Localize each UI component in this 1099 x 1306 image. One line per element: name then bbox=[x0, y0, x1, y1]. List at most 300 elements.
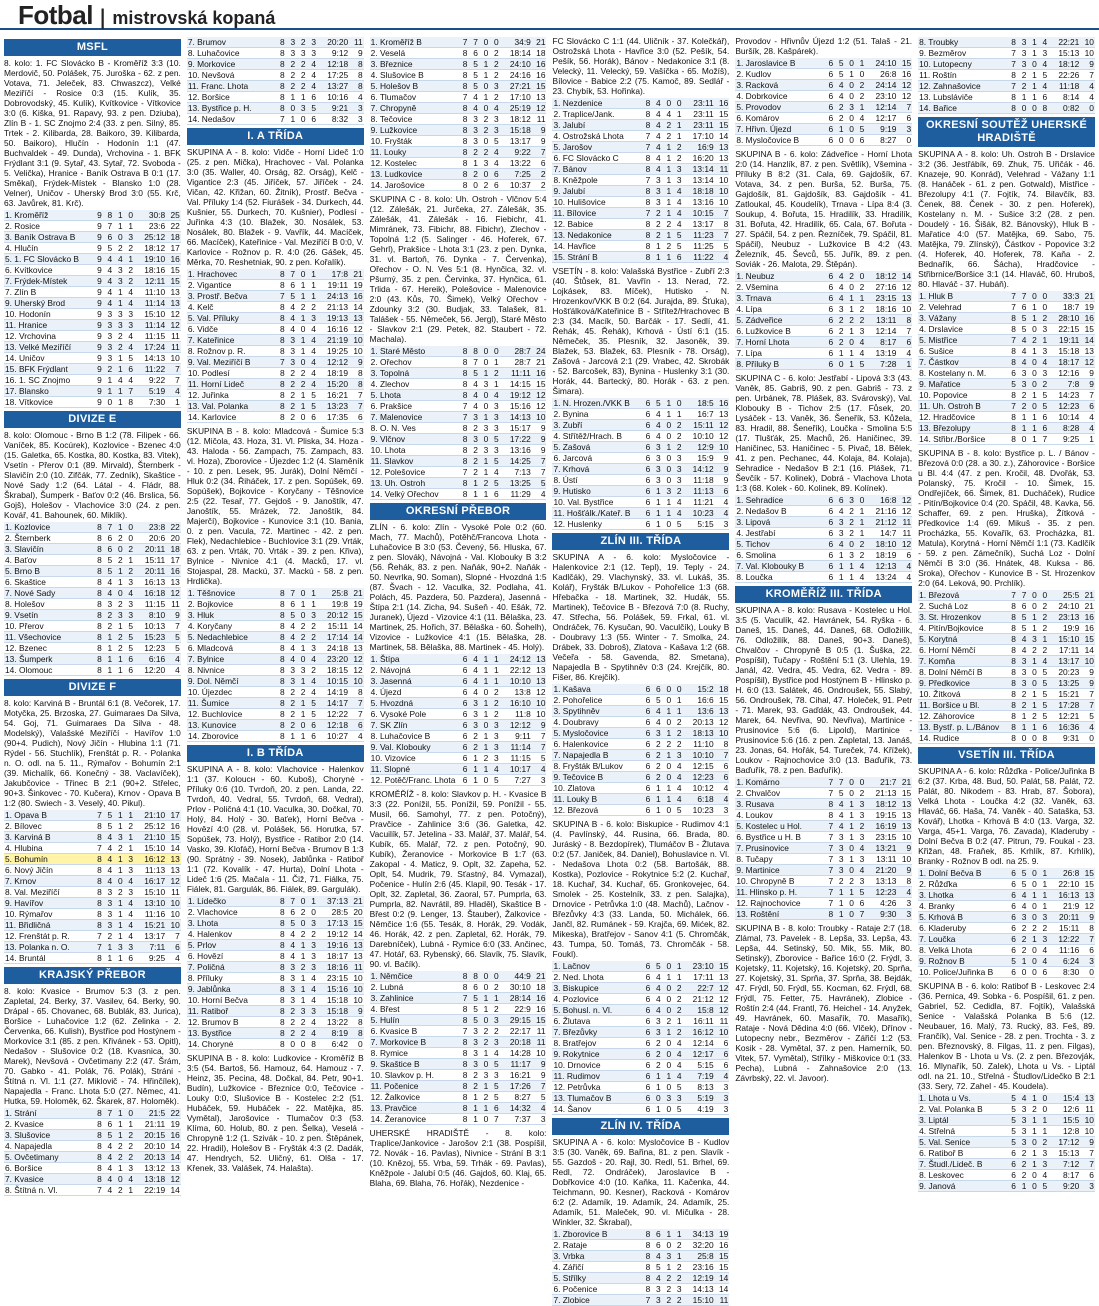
draws: 0 bbox=[113, 232, 123, 243]
games-played: 9 bbox=[92, 342, 102, 353]
losses: 3 bbox=[124, 610, 134, 621]
losses: 3 bbox=[306, 643, 316, 654]
wins: 4 bbox=[286, 643, 296, 654]
draws: 0 bbox=[1027, 678, 1037, 689]
draws: 1 bbox=[845, 887, 855, 898]
table-row bbox=[918, 733, 1095, 744]
losses: 4 bbox=[306, 687, 316, 698]
team-name: 12. Petrůvka bbox=[552, 1082, 640, 1093]
table-row bbox=[552, 1060, 729, 1071]
losses: 6 bbox=[489, 1103, 499, 1114]
table-row bbox=[735, 572, 912, 583]
table-row bbox=[370, 136, 547, 147]
games-played: 8 bbox=[1007, 346, 1017, 357]
wins: 1 bbox=[1017, 711, 1027, 722]
points: 9 bbox=[532, 720, 547, 731]
points: 14 bbox=[349, 621, 364, 632]
team-name: 2. Rataje bbox=[552, 1240, 640, 1251]
games-played: 8 bbox=[275, 995, 285, 1006]
points: 15 bbox=[166, 832, 181, 843]
table-row bbox=[552, 252, 729, 263]
team-name: 12. Boršice bbox=[187, 92, 275, 103]
games-played: 7 bbox=[92, 942, 102, 953]
table-row bbox=[4, 1174, 181, 1185]
losses: 4 bbox=[672, 1049, 682, 1060]
draws: 0 bbox=[845, 124, 855, 135]
wins: 4 bbox=[103, 854, 113, 865]
team-name: 5. Zádveřice bbox=[735, 315, 823, 326]
table-row bbox=[552, 486, 729, 497]
games-played: 7 bbox=[92, 810, 102, 821]
score: 15:4 bbox=[1048, 1093, 1080, 1104]
draws: 0 bbox=[662, 98, 672, 109]
points: 13 bbox=[897, 799, 912, 810]
losses: 0 bbox=[1038, 291, 1048, 302]
losses: 1 bbox=[672, 961, 682, 972]
wins: 5 bbox=[834, 69, 844, 80]
games-played: 7 bbox=[641, 131, 651, 142]
team-name: 14. Chorynė bbox=[187, 1039, 275, 1050]
losses: 4 bbox=[672, 1060, 682, 1071]
team-name: 6. Kladeruby bbox=[918, 923, 1006, 934]
games-played: 6 bbox=[641, 1016, 651, 1027]
wins: 1 bbox=[468, 478, 478, 489]
wins: 2 bbox=[651, 230, 661, 241]
draws: 0 bbox=[845, 337, 855, 348]
games-played: 8 bbox=[92, 876, 102, 887]
points: 4 bbox=[166, 386, 181, 397]
score: 17:10 bbox=[683, 131, 715, 142]
losses: 4 bbox=[124, 876, 134, 887]
wins: 2 bbox=[468, 456, 478, 467]
games-played: 8 bbox=[275, 48, 285, 59]
losses: 1 bbox=[489, 654, 499, 665]
points: 5 bbox=[715, 241, 730, 252]
score: 27:21 bbox=[500, 81, 532, 92]
score: 15:11 bbox=[317, 621, 349, 632]
losses: 5 bbox=[124, 643, 134, 654]
score: 9:21 bbox=[317, 103, 349, 114]
wins: 6 bbox=[651, 684, 661, 695]
table-row bbox=[187, 59, 364, 70]
points: 18 bbox=[532, 982, 547, 993]
points: 10 bbox=[715, 442, 730, 453]
wins: 4 bbox=[1017, 901, 1027, 912]
wins: 3 bbox=[651, 464, 661, 475]
games-played: 8 bbox=[458, 180, 468, 191]
team-name: 3. Prostř. Bečva bbox=[187, 291, 275, 302]
draws: 1 bbox=[113, 1163, 123, 1174]
games-played: 7 bbox=[1007, 302, 1017, 313]
points: 10 bbox=[349, 346, 364, 357]
points: 5 bbox=[532, 1092, 547, 1103]
draws: 1 bbox=[1027, 92, 1037, 103]
points: 12 bbox=[1080, 901, 1095, 912]
games-played: 7 bbox=[824, 832, 834, 843]
points: 21 bbox=[349, 269, 364, 280]
table-row bbox=[918, 324, 1095, 335]
games-played: 9 bbox=[92, 331, 102, 342]
wins: 4 bbox=[468, 379, 478, 390]
draws: 0 bbox=[1027, 291, 1037, 302]
points: 18 bbox=[715, 684, 730, 695]
column-1 bbox=[4, 36, 181, 1195]
wins: 2 bbox=[468, 742, 478, 753]
losses: 4 bbox=[306, 379, 316, 390]
losses: 1 bbox=[124, 555, 134, 566]
losses: 2 bbox=[124, 821, 134, 832]
article-columns bbox=[4, 36, 1095, 1305]
wins: 5 bbox=[468, 59, 478, 70]
losses: 2 bbox=[306, 302, 316, 313]
score: 12:22 bbox=[317, 709, 349, 720]
score: 13:24 bbox=[865, 572, 897, 583]
points: 16 bbox=[715, 98, 730, 109]
points: 12 bbox=[897, 495, 912, 506]
table-row bbox=[552, 186, 729, 197]
score: 21:12 bbox=[865, 517, 897, 528]
losses: 6 bbox=[489, 169, 499, 180]
losses: 2 bbox=[489, 92, 499, 103]
team-name: 10. Přerov bbox=[4, 621, 92, 632]
losses: 6 bbox=[307, 92, 317, 103]
wins: 6 bbox=[651, 1240, 661, 1251]
draws: 0 bbox=[662, 519, 672, 530]
points: 4 bbox=[897, 348, 912, 359]
score: 20:13 bbox=[683, 717, 715, 728]
points: 10 bbox=[349, 676, 364, 687]
points: 14 bbox=[349, 302, 364, 313]
table-row bbox=[187, 114, 364, 125]
team-name: 3. Lhotka bbox=[918, 890, 1006, 901]
team-name: 5. Provodov bbox=[735, 102, 823, 113]
wins: 3 bbox=[1017, 59, 1027, 70]
games-played: 8 bbox=[1007, 434, 1017, 445]
score: 13:10 bbox=[134, 898, 166, 909]
wins: 4 bbox=[651, 120, 661, 131]
games-played: 8 bbox=[275, 621, 285, 632]
wins: 4 bbox=[651, 706, 661, 717]
wins: 4 bbox=[834, 821, 844, 832]
draws: 1 bbox=[1027, 390, 1037, 401]
draws: 3 bbox=[113, 276, 123, 287]
draws: 1 bbox=[1027, 70, 1037, 81]
losses: 2 bbox=[1038, 612, 1048, 623]
wins: 3 bbox=[103, 320, 113, 331]
team-name: 5. Val. Příluky bbox=[187, 313, 275, 324]
team-name: 6. Mladcová bbox=[187, 643, 275, 654]
draws: 0 bbox=[479, 136, 489, 147]
team-name: 3. Karviná B bbox=[4, 832, 92, 843]
table-row bbox=[370, 114, 547, 125]
wins: 2 bbox=[651, 739, 661, 750]
draws: 0 bbox=[662, 420, 672, 431]
draws: 2 bbox=[479, 125, 489, 136]
draws: 2 bbox=[1027, 335, 1037, 346]
score: 15:16 bbox=[500, 401, 532, 412]
wins: 4 bbox=[286, 313, 296, 324]
score: 11:22 bbox=[683, 252, 715, 263]
score: 19:8 bbox=[317, 599, 349, 610]
draws: 1 bbox=[113, 854, 123, 865]
team-name: 12. Juřinka bbox=[187, 390, 275, 401]
wins: 4 bbox=[286, 940, 296, 951]
wins: 1 bbox=[103, 665, 113, 676]
team-name: 14. Uničov bbox=[4, 353, 92, 364]
points: 7 bbox=[1080, 1148, 1095, 1159]
table-row bbox=[552, 398, 729, 409]
standings-table bbox=[552, 1229, 729, 1306]
score: 18:12 bbox=[865, 799, 897, 810]
section-heading: MSFL bbox=[4, 39, 181, 56]
games-played: 8 bbox=[458, 125, 468, 136]
points: 8 bbox=[349, 81, 363, 92]
team-name: 6. Jarcová bbox=[552, 453, 640, 464]
points: 13 bbox=[715, 706, 730, 717]
points: 13 bbox=[166, 298, 181, 309]
team-name: 7. Horní Lhota bbox=[735, 337, 823, 348]
table-row bbox=[370, 169, 547, 180]
games-played: 8 bbox=[641, 1284, 651, 1295]
table-row bbox=[370, 1081, 547, 1092]
table-row bbox=[187, 70, 364, 81]
draws: 0 bbox=[479, 48, 489, 59]
wins: 4 bbox=[834, 91, 844, 102]
table-row bbox=[370, 158, 547, 169]
draws: 1 bbox=[479, 764, 489, 775]
games-played: 6 bbox=[641, 717, 651, 728]
games-played: 6 bbox=[641, 409, 651, 420]
losses: 0 bbox=[1038, 590, 1048, 601]
table-row bbox=[370, 1048, 547, 1059]
team-name: 10. Val. Bystřice bbox=[552, 497, 640, 508]
score: 12:22 bbox=[1048, 934, 1080, 945]
draws: 1 bbox=[296, 984, 306, 995]
table-row bbox=[552, 961, 729, 972]
losses: 0 bbox=[124, 533, 134, 544]
draws: 2 bbox=[113, 599, 123, 610]
wins: 3 bbox=[651, 442, 661, 453]
wins: 3 bbox=[468, 125, 478, 136]
score: 10:17 bbox=[500, 764, 532, 775]
points: 15 bbox=[532, 1015, 547, 1026]
score: 20:12 bbox=[317, 610, 349, 621]
score: 16:18 bbox=[134, 588, 166, 599]
wins: 3 bbox=[103, 309, 113, 320]
team-name: 1. Lačnov bbox=[552, 961, 640, 972]
points: 15 bbox=[1080, 868, 1095, 879]
table-row bbox=[4, 276, 181, 287]
team-name: 11. Hošťálk./Kateř. B bbox=[552, 508, 640, 519]
team-name: 9. Hutisko bbox=[552, 486, 640, 497]
score: 12:17 bbox=[683, 1049, 715, 1060]
team-name: 11. Roštín bbox=[918, 70, 1006, 81]
losses: 2 bbox=[306, 621, 316, 632]
score: 8:27 bbox=[865, 135, 897, 146]
score: 37:13 bbox=[317, 896, 349, 907]
draws: 0 bbox=[662, 717, 672, 728]
losses: 2 bbox=[489, 982, 499, 993]
table-row bbox=[4, 643, 181, 654]
wins: 1 bbox=[651, 783, 661, 794]
score: 25:8 bbox=[317, 588, 349, 599]
team-name: 11. Boršice u Bl. bbox=[918, 700, 1006, 711]
score: 9:22 bbox=[134, 375, 166, 386]
points: 0 bbox=[897, 135, 912, 146]
games-played: 5 bbox=[1007, 379, 1017, 390]
losses: 3 bbox=[672, 164, 682, 175]
wins: 4 bbox=[103, 577, 113, 588]
points: 19 bbox=[349, 280, 364, 291]
score: 14:13 bbox=[683, 1284, 715, 1295]
points: 10 bbox=[349, 335, 364, 346]
team-name: 10. Újezdec bbox=[187, 687, 275, 698]
wins: 4 bbox=[1017, 357, 1027, 368]
points: 14 bbox=[166, 1141, 181, 1152]
games-played: 8 bbox=[641, 1229, 651, 1240]
match-results-text: SKUPINA B - 8. kolo: Troubky - Rataje 2:7 (18. Zlámal, 73. Pavelek - 8. Lepša, 33. Lepša, 43. Lepša, 44. Setinský, 50. Mik, 55. Mik, 80. Setinský), Zborovice - Bařice 16:0 (2. Frýdl, 3. Kojetský, 11. Kojetský, 16. Kojetský, 20. Sprňa, 27. Kojetský, 31. Sprňa, 37. Sprňa, 38. Bejdák, 47. Frýdl, 50. Frýdl, 55. Kocman, 62. Frýdl, 68. Frýdl, 75. Fetter, 75. Havránek), Zlobice - Roštín 2:4 (44. Frantl, 76. Heichel - 14. Anyžek, 49. Havránek, 60. Masařík, 70. Masařík), Rataje - Nová Dědina 4:0 (66. Vlček), Dřínov - Lutopecny nebr., Bezměrov - Zářičí 1:2 (53. Kosik - 28. Vymětal, 37. z pen. Hamerník, 50. Vitek, 57. Vymětal), Střílky - Miškovice 0:1 (33. Pecha), Lubná - Zahnašovice 2:0 (13. Závrbský, 22. vl. Javoor). bbox=[735, 923, 913, 1083]
games-played: 6 bbox=[641, 739, 651, 750]
wins: 3 bbox=[286, 962, 296, 973]
losses: 4 bbox=[124, 287, 134, 298]
games-played: 8 bbox=[275, 390, 285, 401]
wins: 0 bbox=[286, 103, 296, 114]
games-played: 6 bbox=[824, 69, 834, 80]
team-name: 5. Zašová bbox=[552, 442, 640, 453]
wins: 5 bbox=[1017, 324, 1027, 335]
section-heading: I. A TŘÍDA bbox=[187, 128, 364, 145]
games-played: 6 bbox=[641, 1027, 651, 1038]
score: 12:12 bbox=[317, 357, 349, 368]
draws: 1 bbox=[479, 731, 489, 742]
team-name: 6. Tlumačov bbox=[370, 92, 458, 103]
team-name: 6. Počenice bbox=[552, 1284, 640, 1295]
games-played: 8 bbox=[824, 799, 834, 810]
wins: 4 bbox=[651, 98, 661, 109]
table-row bbox=[4, 298, 181, 309]
games-played: 7 bbox=[824, 887, 834, 898]
draws: 1 bbox=[113, 210, 123, 221]
points: 11 bbox=[715, 164, 730, 175]
table-row bbox=[552, 706, 729, 717]
games-played: 8 bbox=[92, 832, 102, 843]
wins: 4 bbox=[103, 588, 113, 599]
table-row bbox=[918, 590, 1095, 601]
points: 15 bbox=[166, 265, 181, 276]
games-played: 8 bbox=[275, 643, 285, 654]
team-name: 5. Brno B bbox=[4, 566, 92, 577]
table-row bbox=[918, 434, 1095, 445]
team-name: 14. Žeranovice bbox=[370, 1114, 458, 1125]
team-name: 10. Slavkov p. H. bbox=[370, 1070, 458, 1081]
points: 10 bbox=[166, 909, 181, 920]
losses: 3 bbox=[306, 962, 316, 973]
losses: 4 bbox=[855, 337, 865, 348]
draws: 0 bbox=[662, 453, 672, 464]
team-name: 3. Lhota bbox=[187, 918, 275, 929]
draws: 0 bbox=[1027, 324, 1037, 335]
games-played: 5 bbox=[1007, 1137, 1017, 1148]
points: 4 bbox=[897, 572, 912, 583]
team-name: 2. Bynina bbox=[552, 409, 640, 420]
draws: 1 bbox=[113, 1130, 123, 1141]
draws: 1 bbox=[662, 750, 672, 761]
table-row bbox=[552, 508, 729, 519]
team-name: 6. Sušice bbox=[918, 346, 1006, 357]
losses: 6 bbox=[124, 654, 134, 665]
draws: 1 bbox=[113, 577, 123, 588]
standings-table bbox=[918, 1093, 1095, 1192]
team-name: 3. Zubří bbox=[552, 420, 640, 431]
table-row bbox=[187, 346, 364, 357]
team-name: 10. Horní Bečva bbox=[187, 995, 275, 1006]
losses: 5 bbox=[1038, 390, 1048, 401]
losses: 4 bbox=[489, 764, 499, 775]
table-row bbox=[735, 788, 912, 799]
team-name: 3. Hluk bbox=[187, 610, 275, 621]
team-name: 9. Lužkovice bbox=[370, 125, 458, 136]
points: 21 bbox=[1080, 601, 1095, 612]
wins: 1 bbox=[1017, 1181, 1027, 1192]
losses: 1 bbox=[124, 843, 134, 854]
team-name: 12. Záhorovice bbox=[918, 711, 1006, 722]
standings-table bbox=[370, 971, 547, 1125]
wins: 3 bbox=[468, 136, 478, 147]
team-name: 14. Karlovice bbox=[187, 412, 275, 423]
table-row bbox=[370, 423, 547, 434]
score: 23:13 bbox=[1048, 612, 1080, 623]
losses: 5 bbox=[489, 775, 499, 786]
games-played: 8 bbox=[92, 522, 102, 533]
games-played: 8 bbox=[1007, 357, 1017, 368]
team-name: 9. Rokytnice bbox=[552, 1049, 640, 1060]
wins: 1 bbox=[468, 1092, 478, 1103]
draws: 1 bbox=[845, 293, 855, 304]
wins: 1 bbox=[103, 654, 113, 665]
points: 11 bbox=[897, 528, 912, 539]
draws: 1 bbox=[1027, 346, 1037, 357]
draws: 0 bbox=[479, 971, 489, 982]
draws: 4 bbox=[113, 375, 123, 386]
wins: 4 bbox=[103, 876, 113, 887]
wins: 4 bbox=[103, 1185, 113, 1196]
losses: 3 bbox=[672, 750, 682, 761]
losses: 4 bbox=[307, 81, 317, 92]
match-results-text: KROMĚŘÍŽ - 8. kolo: Slavkov p. H. - Kvasice B 3:3 (22. Ponížil, 55. Ponížil, 59. Ponížil - 55. Musil, 66. Samohyl, 77. z pen. Potočný), Pravčice - Zahlinice 3:6 (36. Galetka, 42. Vacuilík, 57. Jetelina - 33. Malář, 37. Malář, 54. Kubík, 65. Malář, 72. z pen. Potočný, 90. Kubík), Žeranovice - Morkovice B 1:7 (63. Zakopal - 4. Maticz, 9. Oplt, 32. Zapeha, 52. Oplt, 54. Mudrik, 79. Sťastný, 84. Vymazal), Počenice - Hulín 2:6 (45. Klapil, 90. Tesák - 17. Oplt, 32. Zapletal, 36. Zaoral, 57. Pumprla, 63. Pumprla, 82. Navrátil, 89. Hladěl), Skaštice B - Břest 0:2 (9. Lenger, 13. Štauber), Žalkovice - Němčice 1:6 (55. Tesák, 8. Horák, 29. Vodák, 46. Horák, 42. z pen. Zapletal, 62. Horák, 79. Darebníček), Lubná - Rymice 6:0 (33. Ančinec, 47. Hotář, 63. Rybenský, 66. Slavík, 75. Slavík, 90. vl. Bačík). bbox=[369, 789, 547, 969]
table-row bbox=[918, 390, 1095, 401]
losses: 2 bbox=[672, 739, 682, 750]
games-played: 6 bbox=[824, 561, 834, 572]
draws: 2 bbox=[1027, 711, 1037, 722]
draws: 3 bbox=[662, 1093, 672, 1104]
table-row bbox=[4, 1152, 181, 1163]
games-played: 7 bbox=[641, 208, 651, 219]
score: 19:11 bbox=[1048, 335, 1080, 346]
team-name: 2. Velehrad bbox=[918, 302, 1006, 313]
draws: 1 bbox=[1027, 612, 1037, 623]
points: 7 bbox=[532, 467, 547, 478]
team-name: 8. Luhačovice bbox=[187, 48, 275, 59]
draws: 2 bbox=[479, 180, 489, 191]
team-name: 1. Kozlovice bbox=[4, 522, 92, 533]
games-played: 7 bbox=[275, 114, 285, 125]
games-played: 8 bbox=[458, 445, 468, 456]
team-name: 8. Mysločovice B bbox=[735, 135, 823, 146]
points: 8 bbox=[349, 70, 363, 81]
score: 24:10 bbox=[865, 58, 897, 69]
games-played: 6 bbox=[641, 431, 651, 442]
points: 9 bbox=[1080, 912, 1095, 923]
